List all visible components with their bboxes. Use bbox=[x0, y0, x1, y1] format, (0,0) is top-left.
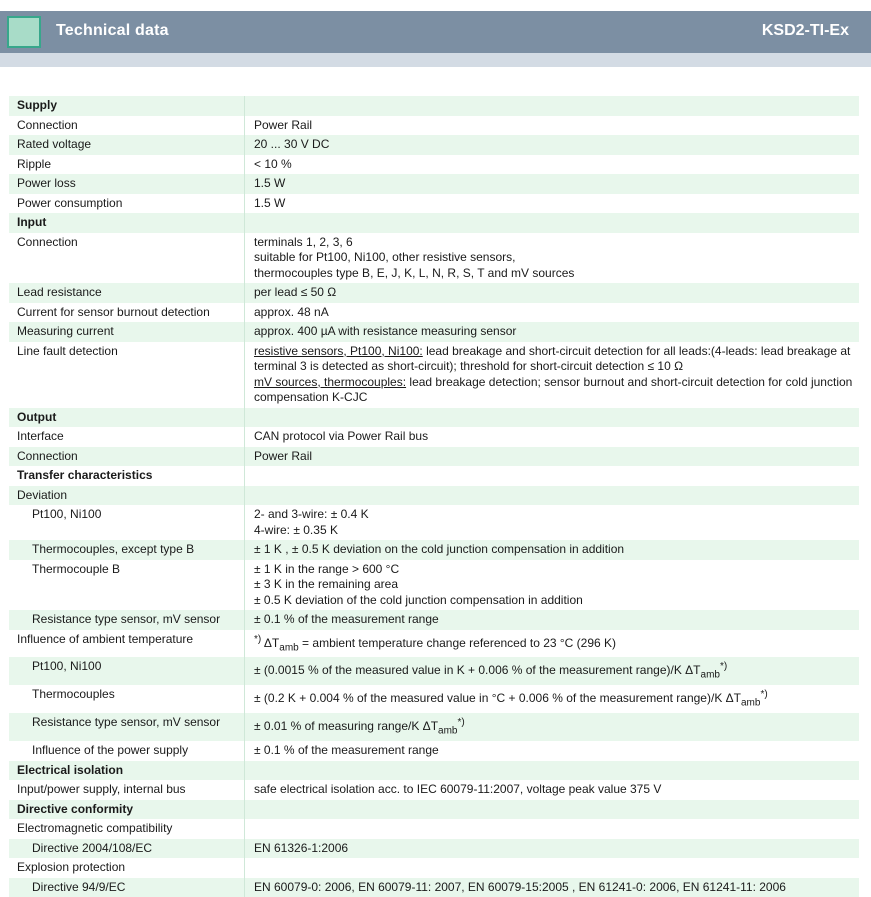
section-label: Directive conformity bbox=[9, 800, 245, 820]
row-value bbox=[245, 342, 860, 408]
row-label: Line fault detection bbox=[9, 342, 245, 408]
row-value: 1.5 W bbox=[245, 194, 860, 214]
row-label: Explosion protection bbox=[9, 858, 245, 878]
table-row bbox=[9, 194, 859, 214]
value-line: ± 3 K in the remaining area bbox=[254, 577, 398, 591]
row-label: Influence of the power supply bbox=[9, 741, 245, 761]
section-label: Transfer characteristics bbox=[9, 466, 245, 486]
table-row bbox=[9, 610, 859, 630]
footnote-mark: *) bbox=[760, 689, 768, 701]
value-line: terminals 1, 2, 3, 6 bbox=[254, 234, 353, 249]
row-label: Deviation bbox=[9, 486, 245, 506]
value-line: 2- and 3-wire: ± 0.4 K bbox=[254, 507, 369, 521]
value-text: ± 0.01 % of measuring range/K ΔT bbox=[254, 719, 439, 734]
row-value: ± 1 K , ± 0.5 K deviation on the cold junction compensation in addition bbox=[245, 540, 860, 560]
value-text: = ambient temperature change referenced to 23 °C (296 K) bbox=[298, 635, 617, 650]
row-label: Ripple bbox=[9, 155, 245, 175]
row-value: approx. 400 µA with resistance measuring sensor bbox=[245, 322, 860, 342]
row-value: approx. 48 nA bbox=[245, 303, 860, 323]
row-value: 1.5 W bbox=[245, 174, 860, 194]
table-row bbox=[9, 322, 859, 342]
value-paragraph bbox=[254, 375, 859, 406]
table-row bbox=[9, 878, 859, 897]
value-text: ± (0.0015 % of the measured value in K + 0.006 % of the measurement range)/K ΔT bbox=[254, 663, 701, 678]
delta-symbol: ΔT bbox=[261, 635, 280, 650]
header-square-icon bbox=[7, 16, 41, 48]
table-row bbox=[9, 155, 859, 175]
row-value bbox=[245, 560, 860, 611]
value-heading: mV sources, thermocouples: bbox=[254, 374, 407, 389]
row-value: < 10 % bbox=[245, 155, 860, 175]
row-label: Directive 2004/108/EC bbox=[9, 839, 245, 859]
table-row bbox=[9, 540, 859, 560]
table-row bbox=[9, 447, 859, 467]
row-value bbox=[245, 233, 860, 284]
row-label: Lead resistance bbox=[9, 283, 245, 303]
table-row-section bbox=[9, 96, 859, 116]
table-row-section bbox=[9, 213, 859, 233]
row-label: Electromagnetic compatibility bbox=[9, 819, 245, 839]
subscript: amb bbox=[700, 669, 720, 681]
value-line: ± 1 K in the range > 600 °C bbox=[254, 561, 400, 576]
subscript: amb bbox=[438, 725, 458, 737]
value-text: ± (0.2 K + 0.004 % of the measured value in °C + 0.006 % of the measurement range)/K ΔT bbox=[254, 691, 741, 706]
value-line: ± 0.5 K deviation of the cold junction compensation in addition bbox=[254, 592, 583, 607]
row-value: EN 61326-1:2006 bbox=[245, 839, 860, 859]
footnote-mark: *) bbox=[719, 661, 728, 673]
table-row bbox=[9, 135, 859, 155]
table-row bbox=[9, 233, 859, 284]
table-row bbox=[9, 741, 859, 761]
header-subbar bbox=[0, 53, 871, 67]
table-row-section bbox=[9, 408, 859, 428]
table-row bbox=[9, 839, 859, 859]
row-label: Current for sensor burnout detection bbox=[9, 303, 245, 323]
value-text: lead breakage detection; sensor burnout and short-circuit detection for cold junction compensation K-CJC bbox=[254, 374, 853, 404]
value-text: lead breakage and short-circuit detection for all leads:(4-leads: lead breakage at terminal 3 is detected as short-circuit); threshold for short-circuit detection ≤ 10 Ω bbox=[254, 343, 851, 373]
row-value: safe electrical isolation acc. to IEC 60079-11:2007, voltage peak value 375 V bbox=[245, 780, 860, 800]
table-row bbox=[9, 342, 859, 408]
value-line: suitable for Pt100, Ni100, other resistive sensors, bbox=[254, 250, 516, 264]
row-label: Power consumption bbox=[9, 194, 245, 214]
table-row-section bbox=[9, 466, 859, 486]
value-heading: resistive sensors, Pt100, Ni100: bbox=[254, 343, 423, 358]
table-row-section bbox=[9, 761, 859, 781]
row-label: Measuring current bbox=[9, 322, 245, 342]
product-code: KSD2-TI-Ex bbox=[761, 22, 849, 39]
table-row bbox=[9, 174, 859, 194]
row-label: Resistance type sensor, mV sensor bbox=[9, 610, 245, 630]
row-value bbox=[245, 685, 860, 713]
technical-data-table bbox=[9, 96, 859, 897]
row-value: ± 0.1 % of the measurement range bbox=[245, 610, 860, 630]
page-title: Technical data bbox=[56, 22, 169, 39]
table-row bbox=[9, 657, 859, 685]
table-row bbox=[9, 858, 859, 878]
value-line: thermocouples type B, E, J, K, L, N, R, S, T and mV sources bbox=[254, 265, 575, 280]
section-label: Output bbox=[9, 408, 245, 428]
row-value: Power Rail bbox=[245, 116, 860, 136]
value-line: 4-wire: ± 0.35 K bbox=[254, 522, 338, 537]
row-label: Input/power supply, internal bus bbox=[9, 780, 245, 800]
table-row-section bbox=[9, 800, 859, 820]
table-row bbox=[9, 283, 859, 303]
table-row bbox=[9, 427, 859, 447]
footnote-mark: *) bbox=[457, 717, 465, 729]
row-label: Interface bbox=[9, 427, 245, 447]
top-border bbox=[0, 0, 871, 10]
value-paragraph bbox=[254, 344, 859, 375]
table-row bbox=[9, 685, 859, 713]
row-value: 20 ... 30 V DC bbox=[245, 135, 860, 155]
row-label: Thermocouple B bbox=[9, 560, 245, 611]
table-row bbox=[9, 486, 859, 506]
subscript: amb bbox=[279, 641, 299, 653]
table-row bbox=[9, 303, 859, 323]
subscript: amb bbox=[741, 697, 761, 709]
row-value: per lead ≤ 50 Ω bbox=[245, 283, 860, 303]
row-label: Thermocouples, except type B bbox=[9, 540, 245, 560]
row-label: Connection bbox=[9, 116, 245, 136]
row-label: Rated voltage bbox=[9, 135, 245, 155]
table-row bbox=[9, 819, 859, 839]
row-label: Power loss bbox=[9, 174, 245, 194]
table-row bbox=[9, 780, 859, 800]
section-label: Supply bbox=[9, 96, 245, 116]
row-value bbox=[245, 713, 860, 741]
row-label: Influence of ambient temperature bbox=[9, 630, 245, 658]
row-value: CAN protocol via Power Rail bus bbox=[245, 427, 860, 447]
row-value: EN 60079-0: 2006, EN 60079-11: 2007, EN 60079-15:2005 , EN 61241-0: 2006, EN 61241-11: 2006 bbox=[245, 878, 860, 897]
row-value bbox=[245, 657, 860, 685]
table-row bbox=[9, 505, 859, 540]
row-label: Pt100, Ni100 bbox=[9, 657, 245, 685]
table-row bbox=[9, 560, 859, 611]
row-label: Connection bbox=[9, 233, 245, 284]
row-label: Pt100, Ni100 bbox=[9, 505, 245, 540]
table-row bbox=[9, 630, 859, 658]
row-label: Connection bbox=[9, 447, 245, 467]
section-label: Input bbox=[9, 213, 245, 233]
header-bar bbox=[0, 11, 871, 53]
row-value: ± 0.1 % of the measurement range bbox=[245, 741, 860, 761]
row-label: Directive 94/9/EC bbox=[9, 878, 245, 897]
section-label: Electrical isolation bbox=[9, 761, 245, 781]
row-value bbox=[245, 630, 860, 658]
row-value bbox=[245, 505, 860, 540]
table-row bbox=[9, 713, 859, 741]
table-row bbox=[9, 116, 859, 136]
row-label: Resistance type sensor, mV sensor bbox=[9, 713, 245, 741]
row-label: Thermocouples bbox=[9, 685, 245, 713]
row-value: Power Rail bbox=[245, 447, 860, 467]
footnote-mark: *) bbox=[254, 633, 262, 645]
